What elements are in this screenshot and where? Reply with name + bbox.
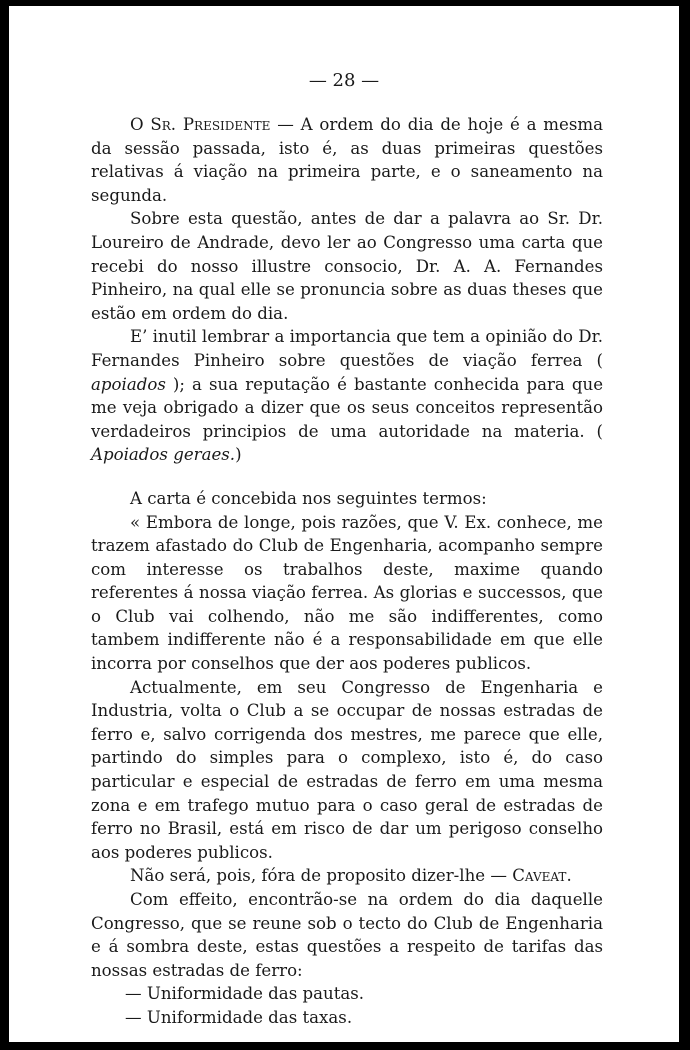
paragraph-letter-body-2: Actualmente, em seu Congresso de Engenharia e Industria, volta o Club a se occupar de nossas estradas de ferro e, salvo corrigenda dos mestres, me parece que elle, partindo do simples para o complexo, isto é, do caso particular e especial de estradas de ferro em uma mesma zona e em trafego mutuo para o caso geral de estradas de ferro no Brasil, está em risco de dar um perigoso conselho aos poderes publicos. [91,677,603,862]
interjection-apoiados: apoiados [91,374,173,394]
list-item: — Uniformidade das pautas. [125,984,365,1004]
paragraph-text: E’ inutil lembrar a importancia que tem a opinião do Dr. Fernandes Pinheiro sobre questões de viação ferrea ( [91,327,603,370]
page-body [91,113,603,1030]
list-item: — Uniformidade das taxas. [125,1007,353,1027]
paragraph-questions: Com effeito, encontrão-se na ordem do dia daquelle Congresso, que se reune sob o tecto do Club de Engenharia e á sombra deste, estas questões a respeito de tarifas das nossas estradas de ferro: [91,890,603,980]
paragraph-president-opening [91,113,603,207]
paragraph-opinion [91,325,603,467]
paragraph-caveat [91,864,603,888]
paragraph-letter-body-1: « Embora de longe, pois razões, que V. Ex. conhece, me trazem afastado do Club de Engenharia, acompanho sempre com interesse os trabalhos deste, maxime quando referentes á nossa viação ferrea. As glorias e successos, que o Club vai colhendo, não me são indifferentes, como tambem indifferente não é a responsabilidade em que elle incorra por conselhos que der aos poderes publicos. [91,512,603,674]
paragraph-letter-terms: A carta é concebida nos seguintes termos: [130,488,487,508]
document-page [9,6,679,1042]
paragraph-text: ); a sua reputação é bastante conhecida para que me veja obrigado a dizer que os seus conceitos representão verdadeiros principios de uma autoridade na materia. ( [91,374,604,441]
caveat-word: Caveat. [512,866,572,886]
paragraph-text: Não será, pois, fóra de proposito dizer-lhe — [130,866,513,886]
paragraph-text: ) [235,445,242,465]
speaker-name: O Sr. Presidente [130,115,271,134]
paragraph-gap [91,467,603,487]
interjection-apoiados-geraes: Apoiados geraes. [91,445,236,465]
paragraph-text: — A ordem do dia de hoje é a mesma da sessão passada, isto é, as duas primeiras questões relativas á viação na primeira parte, e o saneamento na segunda. [91,115,603,205]
page-number-header: — 28 — [308,70,380,91]
paragraph-letter-intro: Sobre esta questão, antes de dar a palavra ao Sr. Dr. Loureiro de Andrade, devo ler ao Congresso uma carta que recebi do nosso illustre consocio, Dr. A. A. Fernandes Pinheiro, na qual elle se pronuncia sobre as duas theses que estão em ordem do dia. [91,209,603,323]
